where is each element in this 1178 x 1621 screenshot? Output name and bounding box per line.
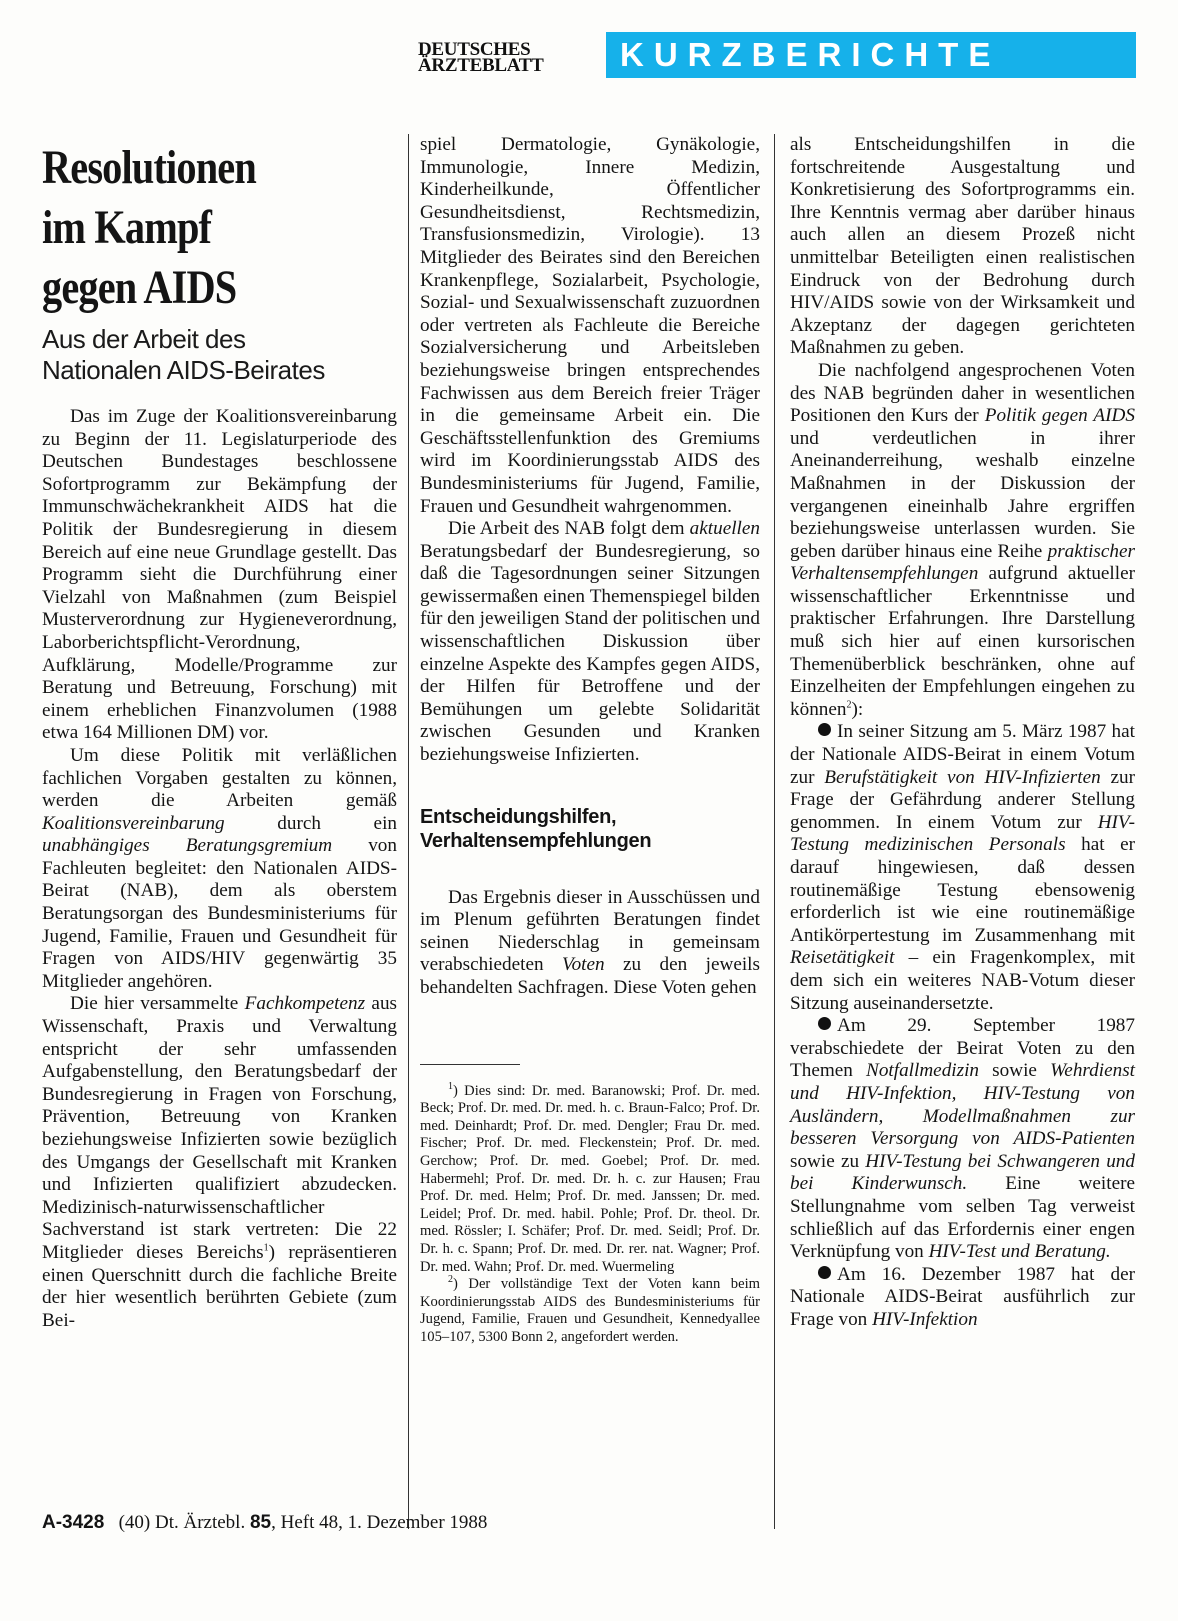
footnote-ref: 1 <box>263 1242 269 1254</box>
section-heading-line-2: Verhaltensempfehlungen <box>420 829 652 852</box>
paragraph: spiel Dermatologie, Gynäkologie, Immunologie, Innere Medizin, Kinderheilkunde, Öffentlicher Gesundheitsdienst, Rechtsmedizin, Transfusionsmedizin, Virologie). 13 Mitglieder des Beirates sind den Bereichen Krankenpflege, Sozialarbeit, Psychologie, Sozial- und Sexualwissenschaft zuzuordnen oder vertreten als Fachleute die Bereiche Sozialversicherung und Arbeitsleben beziehungsweise bringen entsprechendes Fachwissen aus dem Bereich freier Träger in die gemeinsame Arbeit ein. Die Geschäftsstellenfunktion des Gremiums wird im Koordinierungsstab AIDS des Bundesministeriums für Jugend, Familie, Frauen und Gesundheit wahrgenommen. <box>420 134 760 517</box>
volume-number: 85 <box>249 1512 272 1533</box>
section-banner: KURZBERICHTE <box>606 32 1136 78</box>
column-1 <box>42 134 397 1332</box>
headline-line-1: Resolutionen <box>42 141 256 194</box>
bullet-icon <box>818 723 831 736</box>
footnote-2: $^2$) Der vollständige Text der Voten kann beim Koordinierungsstab AIDS des Bundesministeriums für Jugend, Familie, Frauen und Gesundheit, Kennedyallee 105–107, 5300 Bonn 2, angefordert werden. <box>420 1274 760 1345</box>
bullet-item: Am 16. Dezember 1987 hat der Nationale AIDS-Beirat ausführlich zur Frage von HIV-Infektion <box>790 1263 1135 1330</box>
section-heading-line-1: Entscheidungshilfen, <box>420 805 617 828</box>
column-rule-1 <box>408 134 409 1529</box>
journal-brand <box>418 39 593 76</box>
masthead <box>418 32 1136 82</box>
page-footer: A-3428 (40) Dt. Ärztebl. 85, Heft 48, 1. Dezember 1988 <box>42 1512 488 1533</box>
column-rule-2 <box>774 134 775 1529</box>
paragraph: Die nachfolgend angesprochenen Voten des NAB begründen daher in wesentlichen Positionen den Kurs der Politik gegen AIDS und verdeutlichen in ihrer Aneinanderreihung, weshalb einzelne Maßnahmen in der Diskussion der vergangenen eineinhalb Jahre ergriffen beziehungsweise unterlassen wurden. Sie geben darüber hinaus eine Reihe praktischer Verhaltensempfehlungen aufgrund aktueller wissenschaftlicher Erkenntnisse und praktischer Erfahrungen. Ihre Darstellung muß sich hier auf einen kursorischen Themenüberblick beschränken, ohne auf Einzelheiten der Empfehlungen eingehen zu können$^2$): <box>790 359 1135 720</box>
column-3 <box>790 134 1135 1331</box>
bullet-item: In seiner Sitzung am 5. März 1987 hat der Nationale AIDS-Beirat in einem Votum zur Berufstätigkeit von HIV-Infizierten zur Frage der Gefährdung anderer Stellung genommen. In einem Votum zur HIV-Testung medizinischen Personals hat er darauf hingewiesen, daß dessen routinemäßige Testung ebensowenig erforderlich ist wie eine routinemäßige Antikörpertestung im Zusammenhang mit Reisetätigkeit – ein Fragenkomplex, mit dem sich ein weiteres NAB-Votum dieser Sitzung auseinandersetzte. <box>790 721 1136 1014</box>
bullet-icon <box>818 1266 831 1279</box>
section-heading <box>420 805 760 853</box>
headline <box>42 134 395 314</box>
paragraph: Um diese Politik mit verläßlichen fachlichen Vorgaben gestalten zu können, werden die Arbeiten gemäß Koalitionsvereinbarung durch ein unabhängiges Beratungsgremium von Fachleuten begleitet: den Nationalen AIDS-Beirat (NAB), dem als oberstem Beratungsorgan des Bundesministeriums für Jugend, Familie, Frauen und Gesundheit für Fragen von AIDS/HIV gegenwärtig 35 Mitglieder angehören. <box>42 744 397 992</box>
headline-line-2: im Kampf <box>42 201 212 254</box>
footnote-divider <box>420 1064 520 1065</box>
paragraph: Das im Zuge der Koalitionsvereinbarung zu Beginn der 11. Legislaturperiode des Deutschen Bundestages beschlossene Sofortprogramm zur Bekämpfung der Immunschwächekrankheit AIDS hat die Politik der Bundesregierung in diesem Bereich auf eine neue Grundlage gestellt. Das Programm sieht die Durchführung einer Vielzahl von Maßnahmen (zum Beispiel Musterverordnung zur Hygieneverordnung, Laborberichtspflicht-Verordnung, Aufklärung, Modelle/Programme zur Beratung und Betreuung, Forschung) mit einem erheblichen Finanzvolumen (1988 etwa 164 Millionen DM) vor. <box>42 406 397 744</box>
subheadline <box>42 324 397 386</box>
column-2 <box>420 134 760 1347</box>
bullet-item: Am 29. September 1987 verabschiedete der Beirat Voten zu den Themen Notfallmedizin sowie Wehrdienst und HIV-Infektion, HIV-Testung von Ausländern, Modellmaßnahmen zur besseren Versorgung von AIDS-Patienten sowie zu HIV-Testung bei Schwangeren und bei Kinderwunsch. Eine weitere Stellungnahme vom selben Tag verweist schließlich auf das Erfordernis einer engen Verknüpfung von HIV-Test und Beratung. <box>790 1015 1135 1263</box>
footnote-1: $^1$) Dies sind: Dr. med. Baranowski; Prof. Dr. med. Beck; Prof. Dr. med. Dr. med. h. c. Braun-Falco; Prof. Dr. med. Deinhardt; Prof. Dr. med. Dengler; Frau Dr. med. Fischer; Prof. Dr. med. Fleckenstein; Prof. Dr. med. Gerchow; Prof. Dr. med. Goebel; Prof. Dr. med. Habermehl; Prof. Dr. med. Dr. h. c. zur Hausen; Frau Prof. Dr. med. Helm; Prof. Dr. med. Janssen; Dr. med. Leidel; Prof. Dr. med. habil. Pohle; Prof. Dr. theol. Dr. med. Rössler; I. Schäfer; Prof. Dr. med. Seidl; Prof. Dr. Dr. h. c. Spann; Prof. Dr. med. Dr. rer. nat. Wagner; Prof. Dr. med. Wahn; Prof. Dr. med. Wuermeling <box>420 1080 760 1275</box>
bullet-icon <box>818 1017 831 1030</box>
paragraph: Das Ergebnis dieser in Ausschüssen und im Plenum geführten Beratungen findet seinen Niederschlag in gemeinsam verabschiedeten Voten zu den jeweils behandelten Sachfragen. Diese Voten gehen <box>420 886 760 998</box>
paragraph: Die Arbeit des NAB folgt dem aktuellen Beratungsbedarf der Bundesregierung, so daß die Tagesordnungen seiner Sitzungen gewissermaßen einen Themenspiegel bilden für den jeweiligen Stand der politischen und wissenschaftlichen Diskussion über einzelne Aspekte des Kampfes gegen AIDS, der Hilfen für Betroffene und der Bemühungen um gelebte Solidarität zwischen Gesunden und Kranken beziehungsweise Infizierten. <box>420 518 760 766</box>
brand-line-1: DEUTSCHES <box>418 39 531 60</box>
brand-line-2: ÄRZTEBLATT <box>418 55 544 76</box>
subhead-line-1: Aus der Arbeit des <box>42 324 246 354</box>
page-code: A-3428 <box>42 1512 105 1533</box>
paragraph: Die hier versammelte Fachkompetenz aus Wissenschaft, Praxis und Verwaltung entspricht der sehr umfassenden Aufgabenstellung, den Beratungsbedarf der Bundesregierung in Fragen von Forschung, Prävention, Betreuung von Kranken beziehungsweise Infizierten sowie bezüglich des Umgangs der Gesellschaft mit Kranken und Infizierten qualifiziert abzudecken. Medizinisch-naturwissenschaftlicher Sachverstand ist stark vertreten: Die 22 Mitglieder dieses Bereichs$^1$) repräsentieren einen Querschnitt durch die fachliche Breite der hier wesentlich berührten Gebiete (zum Bei- <box>42 993 397 1331</box>
footnote-ref: 2 <box>846 699 852 711</box>
paragraph: als Entscheidungshilfen in die fortschreitende Ausgestaltung und Konkretisierung des Sofortprogramms ein. Ihre Kenntnis vermag aber darüber hinaus auch allen an diesem Prozeß nicht unmittelbar Beteiligten einen realistischen Eindruck von der Bedrohung durch HIV/AIDS sowie von der Wirksamkeit und Akzeptanz der dagegen gerichteten Maßnahmen zu geben. <box>790 134 1135 359</box>
subhead-line-2: Nationalen AIDS-Beirates <box>42 355 325 385</box>
headline-line-3: gegen AIDS <box>42 261 237 314</box>
